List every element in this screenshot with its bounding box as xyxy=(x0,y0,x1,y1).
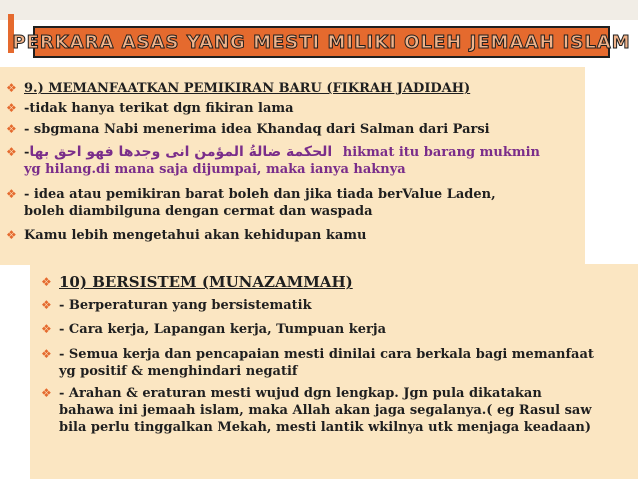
list-item-text: - Arahan & eraturan mesti wujud dgn lengkap. Jgn pula dikatakan xyxy=(59,386,542,401)
list-item-text: Kamu lebih mengetahui akan kehidupan kamu xyxy=(24,228,367,243)
four-dots-bullet-icon: ❖ xyxy=(41,322,52,336)
arabic-translation: hikmat itu barang mukmin xyxy=(342,145,540,160)
four-dots-bullet-icon: ❖ xyxy=(41,298,52,312)
four-dots-bullet-icon: ❖ xyxy=(6,81,17,95)
list-item-text-cont: bahawa ini jemaah islam, maka Allah akan jaga segalanya.( eg Rasul saw xyxy=(59,403,592,418)
list-item-text: - idea atau pemikiran barat boleh dan jika tiada berValue Laden, xyxy=(24,187,496,202)
list-item xyxy=(6,100,294,117)
list-item xyxy=(41,346,594,380)
list-item xyxy=(6,144,540,178)
list-item xyxy=(6,121,490,138)
arabic-translation-cont: yg hilang.di mana saja dijumpai, maka ianya haknya xyxy=(24,162,406,177)
four-dots-bullet-icon: ❖ xyxy=(6,145,17,159)
arabic-prefix: - xyxy=(24,145,30,160)
list-item xyxy=(41,297,312,314)
list-item-text: - Berperaturan yang bersistematik xyxy=(59,298,312,313)
list-item-text: - Cara kerja, Lapangan kerja, Tumpuan kerja xyxy=(59,322,387,337)
list-item xyxy=(41,274,353,291)
list-item xyxy=(6,186,496,220)
list-item-text-cont: yg positif & menghindari negatif xyxy=(59,364,298,379)
section-10-heading: 10) BERSISTEM (MUNAZAMMAH) xyxy=(59,273,353,291)
list-item xyxy=(41,321,386,338)
four-dots-bullet-icon: ❖ xyxy=(6,228,17,242)
section-9-panel xyxy=(0,67,585,265)
four-dots-bullet-icon: ❖ xyxy=(41,275,52,289)
slide-title: PERKARA ASAS YANG MESTI MILIKI OLEH JEMAAH ISLAM xyxy=(12,31,631,53)
four-dots-bullet-icon: ❖ xyxy=(6,122,17,136)
list-item-text: -tidak hanya terikat dgn fikiran lama xyxy=(24,101,294,116)
list-item xyxy=(41,385,592,436)
arabic-quote: الحكمة ضالةُ المؤمن انى وجدها فهو احق بها xyxy=(29,144,333,160)
list-item xyxy=(6,80,470,97)
four-dots-bullet-icon: ❖ xyxy=(41,386,52,400)
four-dots-bullet-icon: ❖ xyxy=(41,347,52,361)
list-item xyxy=(6,227,366,244)
four-dots-bullet-icon: ❖ xyxy=(6,101,17,115)
list-item-text-cont: boleh diambilguna dengan cermat dan waspada xyxy=(24,204,373,219)
list-item-text-cont: bila perlu tinggalkan Mekah, mesti lantik wkilnya utk menjaga keadaan) xyxy=(59,420,591,435)
title-box xyxy=(12,26,631,58)
four-dots-bullet-icon: ❖ xyxy=(6,187,17,201)
section-10-panel xyxy=(30,264,638,479)
list-item-text: - sbgmana Nabi menerima idea Khandaq dari Salman dari Parsi xyxy=(24,122,490,137)
section-9-heading: 9.) MEMANFAATKAN PEMIKIRAN BARU (FIKRAH JADIDAH) xyxy=(24,81,471,96)
list-item-text: - Semua kerja dan pencapaian mesti dinilai cara berkala bagi memanfaat xyxy=(59,347,594,362)
top-strip xyxy=(0,0,638,20)
